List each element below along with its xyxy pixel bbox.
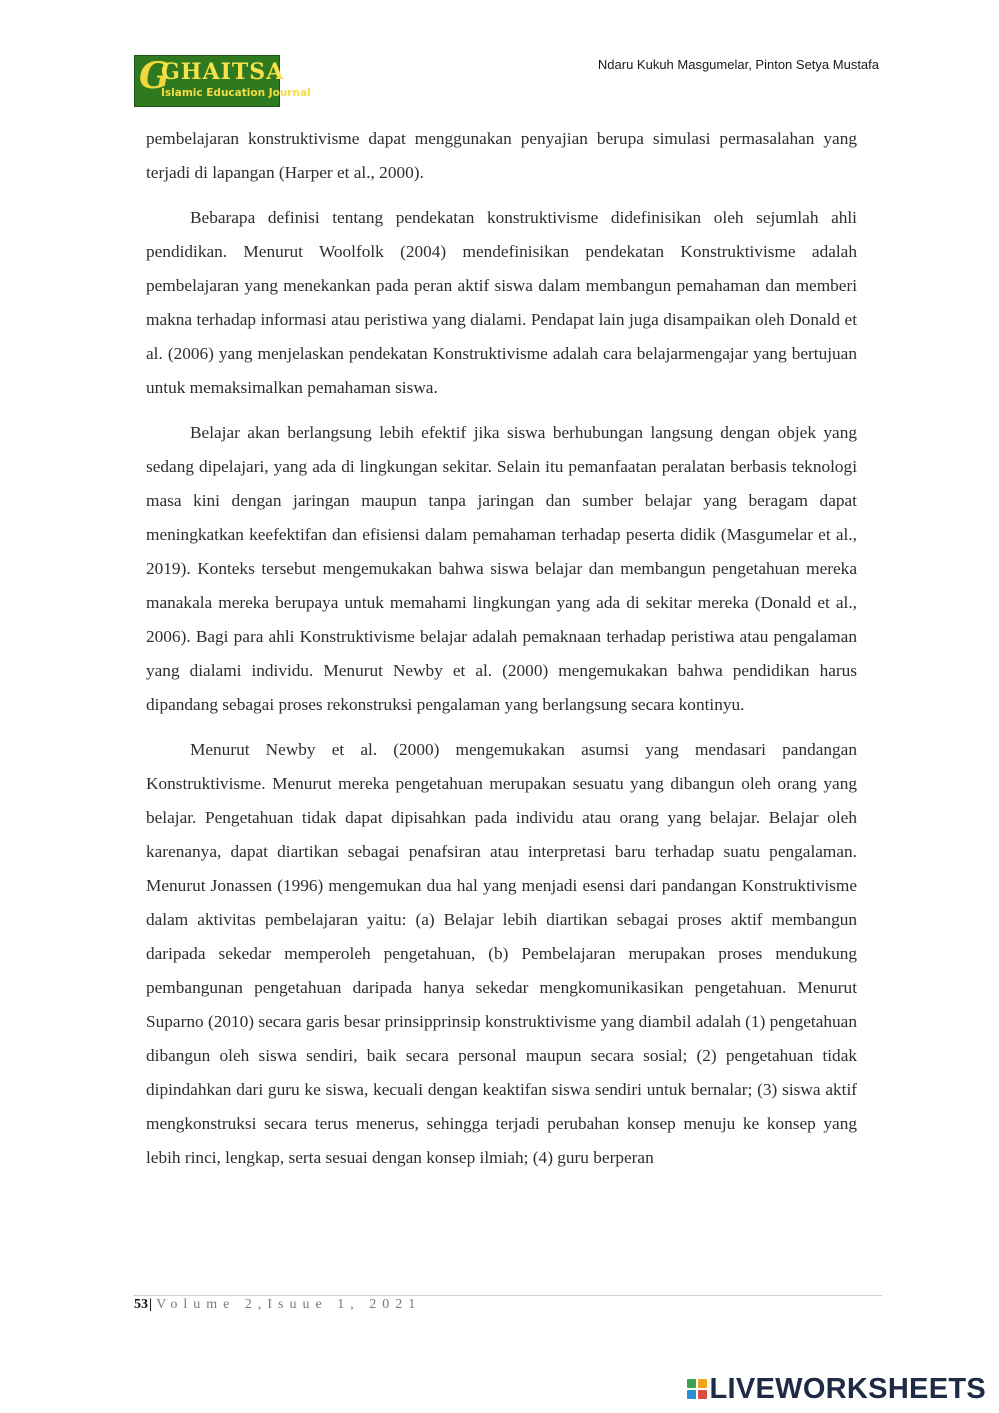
logo-initial: G (139, 55, 170, 97)
logo-subtitle: Islamic Education Journal (161, 87, 311, 99)
liveworksheets-logo-icon (687, 1379, 707, 1399)
logo-square-icon (698, 1379, 707, 1388)
liveworksheets-watermark[interactable] (687, 1371, 987, 1407)
logo-square-icon (687, 1390, 696, 1399)
paragraph: pembelajaran konstruktivisme dapat menggunakan penyajian berupa simulasi permasalahan yang terjadi di lapangan (Harper et al., 2000). (146, 129, 857, 182)
paragraph: Bebarapa definisi tentang pendekatan konstruktivisme didefinisikan oleh sejumlah ahli pendidikan. Menurut Woolfolk (2004) mendefinisikan pendekatan Konstruktivisme adalah pembelajaran yang menekankan pada peran aktif siswa dalam membangun pemahaman dan memberi makna terhadap informasi atau peristiwa yang dialami. Pendapat lain juga disampaikan oleh Donald et al. (2006) yang menjelaskan pendekatan Konstruktivisme adalah cara belajarmengajar yang bertujuan untuk memaksimalkan pemahaman siswa. (146, 208, 857, 397)
logo-title: GHAITSA (161, 59, 285, 85)
issue-info: Volume 2,Isuue 1, 2021 (156, 1297, 422, 1312)
paragraph: Menurut Newby et al. (2000) mengemukakan asumsi yang mendasari pandangan Konstruktivisme. Menurut mereka pengetahuan merupakan sesuatu yang dibangun oleh orang yang belajar. Pengetahuan tidak dapat dipisahkan pada individu atau orang yang belajar. Belajar oleh karenanya, dapat diartikan sebagai penafsiran atau interpretasi baru terhadap suatu pengalaman. Menurut Jonassen (1996) mengemukan dua hal yang menjadi esensi dari pandangan Konstruktivisme dalam aktivitas pembelajaran yaitu: (a) Belajar lebih diartikan sebagai proses aktif membangun daripada sekedar memperoleh pengetahuan, (b) Pembelajaran merupakan proses mendukung pembangunan pengetahuan daripada hanya sekedar mengkomunikasikan pengetahuan. Menurut Suparno (2010) secara garis besar prinsipprinsip konstruktivisme yang diambil adalah (1) pengetahuan dibangun oleh siswa sendiri, baik secara personal maupun secara sosial; (2) pengetahuan tidak dipindahkan dari guru ke siswa, kecuali dengan keaktifan siswa sendiri untuk bernalar; (3) siswa aktif mengkonstruksi secara terus menerus, sehingga terjadi perubahan konsep menuju ke konsep yang lebih rinci, lengkap, serta sesuai dengan konsep ilmiah; (4) guru berperan (146, 740, 857, 1167)
running-header-authors: Ndaru Kukuh Masgumelar, Pinton Setya Mustafa (597, 57, 879, 72)
logo-square-icon (698, 1390, 707, 1399)
page-footer (134, 1297, 421, 1313)
liveworksheets-text: LIVEWORKSHEETS (709, 1373, 986, 1405)
article-body (146, 122, 857, 1186)
page-number: 53 (134, 1297, 148, 1312)
logo-square-icon (687, 1379, 696, 1388)
footer-divider (133, 1295, 882, 1296)
footer-separator: | (149, 1297, 153, 1312)
journal-logo (134, 55, 311, 107)
paragraph: Belajar akan berlangsung lebih efektif jika siswa berhubungan langsung dengan objek yang sedang dipelajari, yang ada di lingkungan sekitar. Selain itu pemanfaatan peralatan berbasis teknologi masa kini dengan jaringan maupun tanpa jaringan dan sumber belajar yang beragam dapat meningkatkan keefektifan dan efisiensi dalam pemahaman terhadap peserta didik (Masgumelar et al., 2019). Konteks tersebut mengemukakan bahwa siswa belajar dan membangun pengetahuan mereka manakala mereka berupaya untuk memahami lingkungan yang ada di sekitar mereka (Donald et al., 2006). Bagi para ahli Konstruktivisme belajar adalah pemaknaan terhadap peristiwa atau pengalaman yang dialami individu. Menurut Newby et al. (2000) mengemukakan bahwa pendidikan harus dipandang sebagai proses rekonstruksi pengalaman yang berlangsung secara kontinyu. (146, 423, 857, 714)
